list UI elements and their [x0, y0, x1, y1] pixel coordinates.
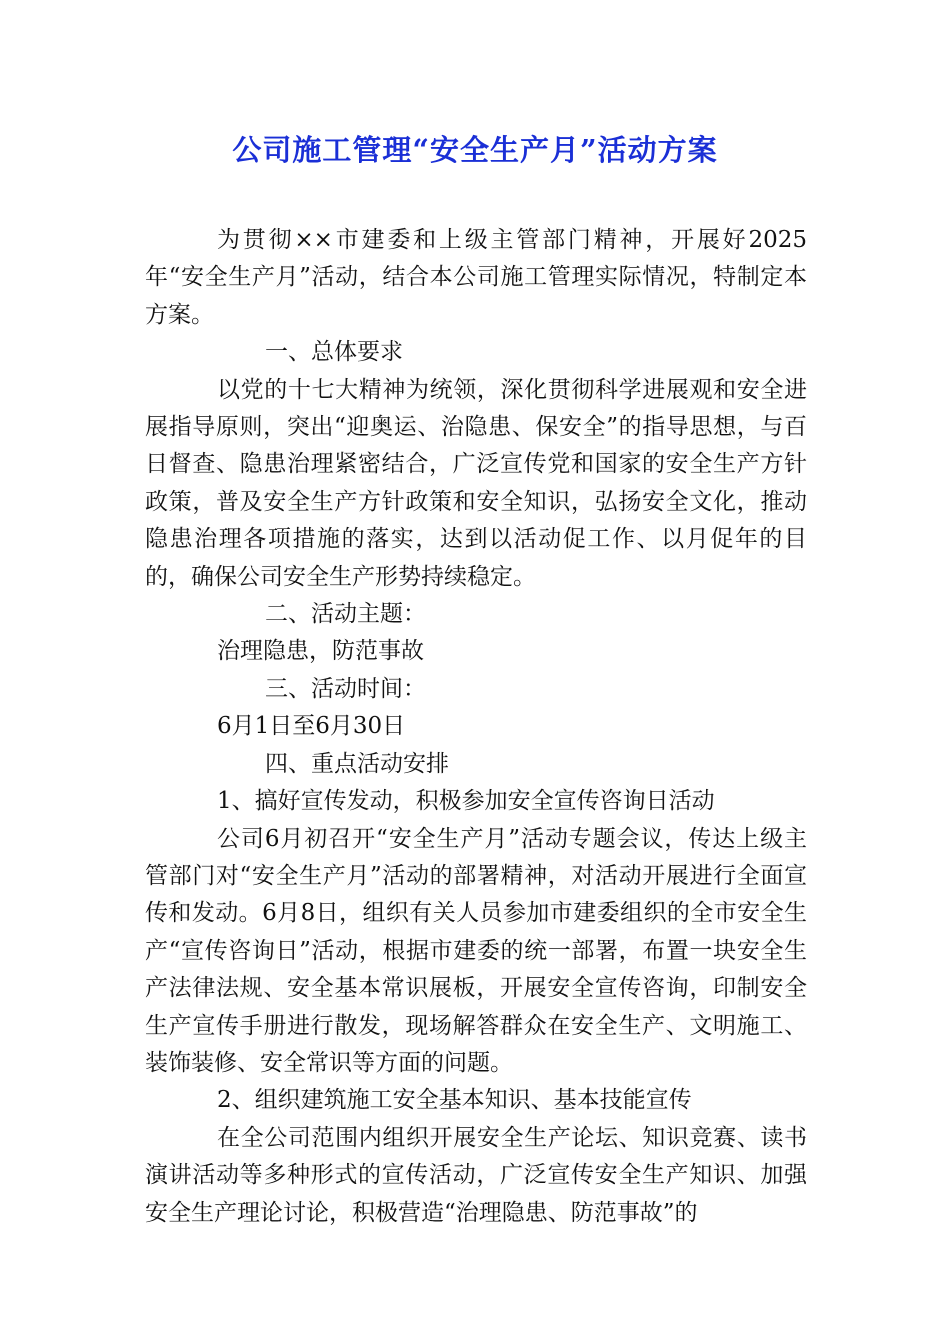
section-heading-1: 一、总体要求 — [265, 339, 403, 366]
section-heading-2: 二、活动主题： — [265, 601, 426, 628]
intro-paragraph: 为贯彻××市建委和上级主管部门精神，开展好2025年“安全生产月”活动，结合本公司施工管理实际情况，特制定本方案。 — [145, 227, 807, 328]
section-text-3: 6月1日至6月30日 — [217, 713, 406, 740]
document-body — [145, 222, 807, 1232]
item-heading-2: 2、组织建筑施工安全基本知识、基本技能宣传 — [217, 1087, 692, 1114]
section-heading-4: 四、重点活动安排 — [265, 750, 449, 777]
section-paragraph-1: 以党的十七大精神为统领，深化贯彻科学进展观和安全进展指导原则，突出“迎奥运、治隐患、保安全”的指导思想，与百日督查、隐患治理紧密结合，广泛宣传党和国家的安全生产方针政策，普及安全生产方针政策和安全知识，弘扬安全文化，推动隐患治理各项措施的落实，达到以活动促工作、以月促年的目的，确保公司安全生产形势持续稳定。 — [145, 376, 807, 590]
document-title: 公司施工管理“安全生产月”活动方案 — [232, 133, 718, 167]
section-text-2: 治理隐患，防范事故 — [217, 638, 424, 665]
section-heading-3: 三、活动时间： — [265, 675, 426, 702]
item-heading-1: 1、搞好宣传发动，积极参加安全宣传咨询日活动 — [217, 788, 715, 815]
item-paragraph-1: 公司6月初召开“安全生产月”活动专题会议，传达上级主管部门对“安全生产月”活动的部署精神，对活动开展进行全面宣传和发动。6月8日，组织有关人员参加市建委组织的全市安全生产“宣传咨询日”活动，根据市建委的统一部署，布置一块安全生产法律法规、安全基本常识展板，开展安全宣传咨询，印制安全生产宣传手册进行散发，现场解答群众在安全生产、文明施工、装饰装修、安全常识等方面的问题。 — [145, 825, 807, 1076]
item-paragraph-2: 在全公司范围内组织开展安全生产论坛、知识竞赛、读书演讲活动等多种形式的宣传活动，广泛宣传安全生产知识、加强安全生产理论讨论，积极营造“治理隐患、防范事故”的 — [145, 1124, 807, 1226]
